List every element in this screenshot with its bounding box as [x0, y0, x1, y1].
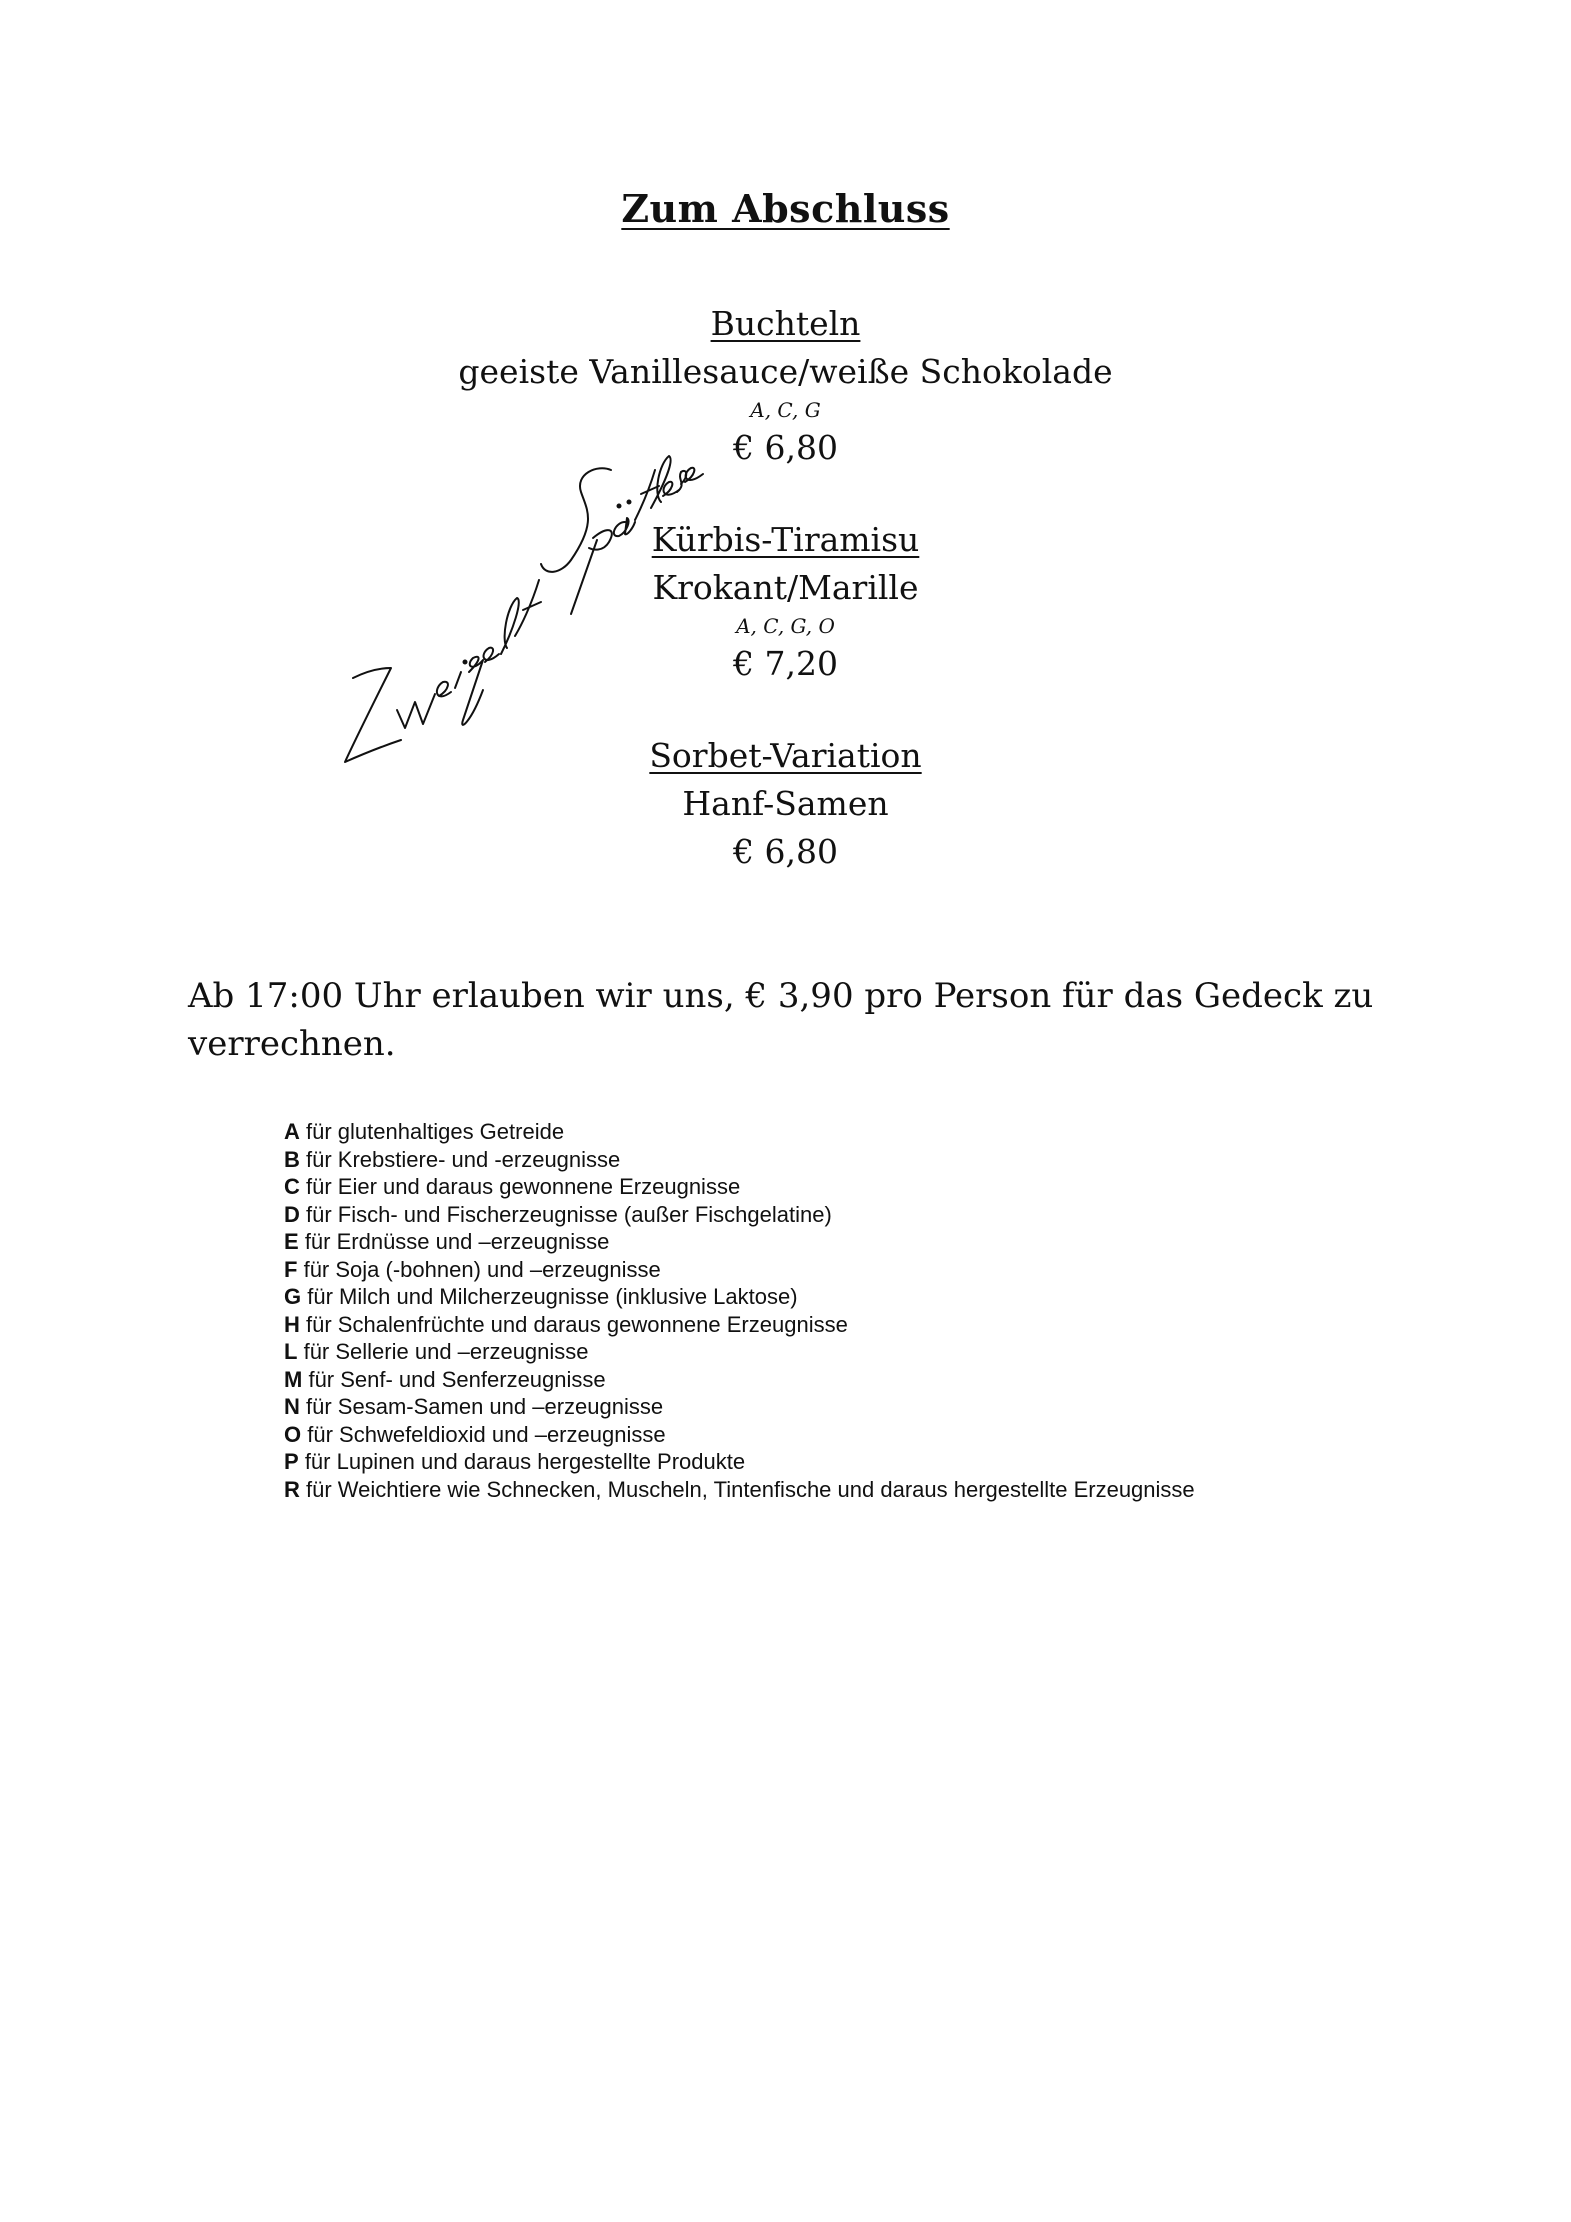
legend-code: E — [284, 1229, 299, 1254]
legend-item — [284, 1283, 1195, 1311]
legend-text: für Milch und Milcherzeugnisse (inklusive Laktose) — [307, 1284, 798, 1309]
legend-code: R — [284, 1476, 300, 1502]
legend-item — [284, 1366, 1195, 1394]
legend-code: G — [284, 1284, 302, 1309]
dish-name: Buchteln — [710, 304, 861, 343]
legend-code: P — [284, 1449, 299, 1474]
dish-description: geeiste Vanillesauce/weiße Schokolade — [458, 352, 1113, 391]
legend-code: M — [284, 1366, 303, 1392]
page-title: Zum Abschluss — [621, 186, 950, 231]
legend-text: für Sellerie und –erzeugnisse — [303, 1339, 589, 1364]
legend-item — [284, 1173, 1195, 1201]
legend-text: für Krebstiere- und -erzeugnisse — [306, 1146, 621, 1172]
legend-text: für Erdnüsse und –erzeugnisse — [304, 1229, 610, 1254]
dish-allergens: A, C, G, O — [736, 614, 835, 638]
legend-item — [284, 1476, 1195, 1504]
legend-text: für Eier und daraus gewonnene Erzeugnisse — [306, 1174, 741, 1199]
legend-item — [284, 1311, 1195, 1339]
legend-text: für glutenhaltiges Getreide — [306, 1119, 565, 1144]
legend-text: für Schwefeldioxid und –erzeugnisse — [307, 1421, 666, 1447]
legend-code: F — [284, 1256, 298, 1282]
legend-item — [284, 1448, 1195, 1476]
dish-item — [0, 300, 1571, 472]
legend-text: für Senf- und Senferzeugnisse — [308, 1366, 606, 1392]
legend-item — [284, 1421, 1195, 1449]
dish-item — [0, 516, 1571, 688]
allergen-legend — [284, 1118, 1195, 1503]
dish-description: Krokant/Marille — [652, 568, 919, 607]
dish-price: € 6,80 — [733, 832, 838, 871]
legend-item — [284, 1338, 1195, 1366]
legend-text: für Fisch- und Fischerzeugnisse (außer Fischgelatine) — [306, 1201, 832, 1227]
dish-name: Sorbet-Variation — [649, 736, 922, 775]
legend-item — [284, 1228, 1195, 1256]
legend-item — [284, 1256, 1195, 1284]
legend-code: N — [284, 1394, 300, 1419]
legend-item — [284, 1118, 1195, 1146]
dessert-menu — [0, 300, 1571, 920]
dish-item — [0, 732, 1571, 876]
legend-text: für Schalenfrüchte und daraus gewonnene Erzeugnisse — [306, 1311, 848, 1337]
legend-code: B — [284, 1146, 300, 1172]
legend-text: für Lupinen und daraus hergestellte Produkte — [304, 1449, 746, 1474]
dish-allergens: A, C, G — [750, 398, 821, 422]
cover-charge-note: Ab 17:00 Uhr erlauben wir uns, € 3,90 pro Person für das Gedeck zu verrechnen. — [188, 976, 1374, 1064]
legend-code: O — [284, 1421, 302, 1447]
legend-text: für Weichtiere wie Schnecken, Muscheln, Tintenfische und daraus hergestellte Erzeugnisse — [306, 1476, 1195, 1502]
legend-item — [284, 1146, 1195, 1174]
handwritten-signature — [335, 410, 715, 790]
dish-description: Hanf-Samen — [682, 784, 889, 823]
dish-name: Kürbis-Tiramisu — [651, 520, 920, 559]
dish-price: € 6,80 — [733, 428, 838, 467]
legend-code: D — [284, 1201, 300, 1227]
legend-code: L — [284, 1339, 298, 1364]
dish-price: € 7,20 — [733, 644, 838, 683]
legend-code: C — [284, 1174, 300, 1199]
legend-text: für Soja (-bohnen) und –erzeugnisse — [303, 1256, 661, 1282]
legend-item — [284, 1393, 1195, 1421]
legend-item — [284, 1201, 1195, 1229]
legend-code: H — [284, 1311, 300, 1337]
legend-code: A — [284, 1119, 300, 1144]
legend-text: für Sesam-Samen und –erzeugnisse — [306, 1394, 664, 1419]
